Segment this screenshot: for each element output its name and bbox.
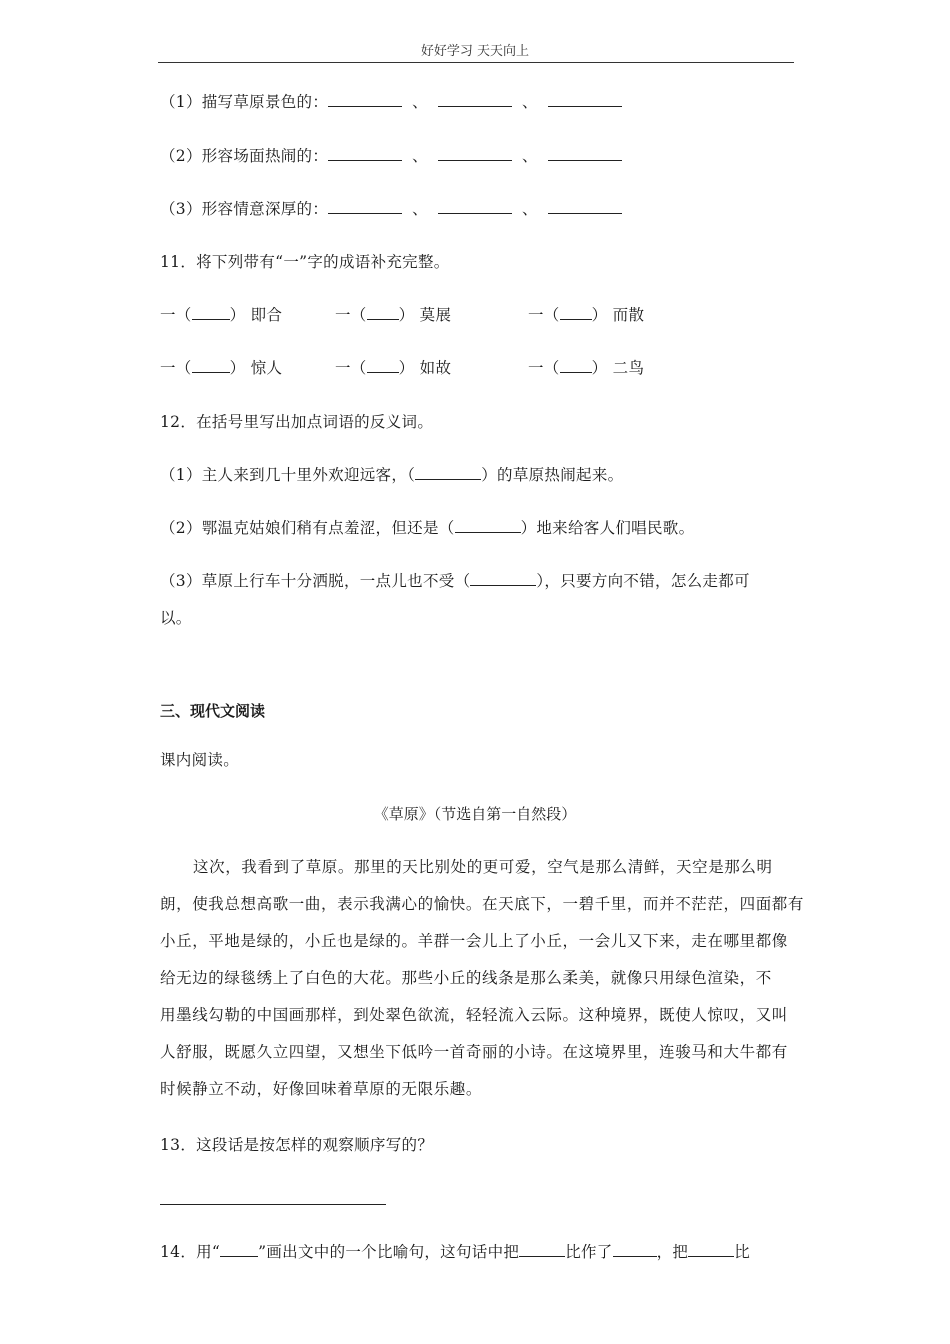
- passage-title: 《草原》（节选自第一自然段）: [373, 805, 577, 823]
- sentence-text: （1）主人来到几十里外欢迎远客，（: [160, 466, 416, 484]
- passage-line-7: 时候静立不动，好像回味着草原的无限乐趣。: [160, 1080, 483, 1098]
- q10-item-3: [160, 197, 622, 219]
- section-heading: 三、现代文阅读: [160, 702, 266, 720]
- idiom-4: [160, 356, 282, 378]
- passage-line-2: 朗，使我总想高歌一曲，表示我满心的愉快。在天底下，一碧千里，而并不茫茫，四面都有: [160, 895, 805, 913]
- answer-blank[interactable]: [220, 1242, 258, 1257]
- sentence-text: （3）草原上行车十分洒脱，一点儿也不受（: [160, 572, 471, 590]
- passage-line-3: 小丘，平地是绿的，小丘也是绿的。羊群一会儿上了小丘，一会儿又下来，走在哪里都像: [160, 932, 788, 950]
- answer-blank[interactable]: [548, 199, 622, 214]
- answer-blank[interactable]: [415, 465, 481, 480]
- q12-sentence-3-cont: 以。: [160, 609, 192, 627]
- separator: 、: [412, 93, 428, 111]
- idiom-rest: 莫展: [419, 306, 452, 324]
- separator: 、: [521, 200, 538, 218]
- q14-text: 14．用“: [160, 1243, 221, 1261]
- idiom-rest: 即合: [250, 306, 283, 324]
- sentence-text: ），只要方向不错，怎么走都可: [536, 572, 750, 590]
- idiom-rest: 惊人: [250, 359, 283, 377]
- answer-blank[interactable]: [548, 92, 622, 107]
- idiom-close: ）: [229, 359, 246, 377]
- separator: 、: [412, 200, 428, 218]
- separator: 、: [521, 147, 538, 165]
- idiom-lead: 一（: [528, 306, 560, 324]
- q13-prompt: 13．这段话是按怎样的观察顺序写的？: [160, 1136, 434, 1154]
- reading-intro: 课内阅读。: [160, 751, 240, 769]
- answer-blank[interactable]: [613, 1242, 657, 1257]
- idiom-lead: 一（: [335, 359, 367, 377]
- answer-blank[interactable]: [560, 305, 592, 320]
- answer-blank[interactable]: [192, 305, 230, 320]
- answer-blank[interactable]: [328, 199, 402, 214]
- answer-blank[interactable]: [328, 92, 402, 107]
- q10-item-2-label: （2）形容场面热闹的：: [160, 147, 329, 165]
- q10-item-2: [160, 144, 622, 166]
- idiom-close: ）: [591, 359, 608, 377]
- idiom-close: ）: [591, 306, 608, 324]
- page-header: 好好学习 天天向上: [420, 44, 530, 59]
- separator: 、: [521, 93, 538, 111]
- q14-text: 比作了: [565, 1243, 613, 1261]
- answer-blank[interactable]: [438, 199, 512, 214]
- answer-blank[interactable]: [560, 358, 592, 373]
- q11-prompt: 11．将下列带有“一”字的成语补充完整。: [160, 253, 450, 271]
- q14-text: 比: [734, 1243, 751, 1261]
- idiom-lead: 一（: [160, 359, 192, 377]
- header-rule: [158, 62, 794, 63]
- answer-blank[interactable]: [548, 146, 622, 161]
- answer-blank[interactable]: [688, 1242, 734, 1257]
- separator: 、: [412, 147, 428, 165]
- sentence-text: ）的草原热闹起来。: [481, 466, 624, 484]
- q13-answer-line[interactable]: [160, 1204, 386, 1205]
- idiom-lead: 一（: [528, 359, 560, 377]
- q12-sentence-3: [160, 569, 750, 591]
- answer-blank[interactable]: [367, 305, 399, 320]
- q14-prompt: [160, 1240, 750, 1262]
- idiom-lead: 一（: [335, 306, 367, 324]
- answer-blank[interactable]: [192, 358, 230, 373]
- idiom-6: [528, 356, 644, 378]
- idiom-rest: 二鸟: [612, 359, 645, 377]
- answer-blank[interactable]: [455, 518, 521, 533]
- sentence-text: ）地来给客人们唱民歌。: [520, 519, 695, 537]
- q12-sentence-1: [160, 463, 623, 485]
- answer-blank[interactable]: [470, 571, 536, 586]
- idiom-close: ）: [229, 306, 246, 324]
- answer-blank[interactable]: [367, 358, 399, 373]
- q14-text: ，把: [656, 1243, 689, 1261]
- idiom-1: [160, 303, 282, 325]
- idiom-close: ）: [398, 359, 415, 377]
- idiom-2: [335, 303, 451, 325]
- answer-blank[interactable]: [438, 92, 512, 107]
- answer-blank[interactable]: [328, 146, 402, 161]
- q10-item-1: [160, 90, 622, 112]
- answer-blank[interactable]: [519, 1242, 565, 1257]
- passage-line-6: 人舒服，既愿久立四望，又想坐下低吟一首奇丽的小诗。在这境界里，连骏马和大牛都有: [160, 1043, 788, 1061]
- q12-sentence-2: [160, 516, 694, 538]
- idiom-lead: 一（: [160, 306, 192, 324]
- answer-blank[interactable]: [438, 146, 512, 161]
- sentence-text: （2）鄂温克姑娘们稍有点羞涩，但还是（: [160, 519, 455, 537]
- passage-line-4: 给无边的绿毯绣上了白色的大花。那些小丘的线条是那么柔美，就像只用绿色渲染，不: [160, 969, 772, 987]
- q12-prompt: 12．在括号里写出加点词语的反义词。: [160, 413, 434, 431]
- q14-text: ”画出文中的一个比喻句，这句话中把: [258, 1243, 520, 1261]
- passage-line-1: 这次，我看到了草原。那里的天比别处的更可爱，空气是那么清鲜，天空是那么明: [193, 858, 773, 876]
- idiom-close: ）: [398, 306, 415, 324]
- idiom-3: [528, 303, 644, 325]
- idiom-5: [335, 356, 451, 378]
- idiom-rest: 如故: [419, 359, 452, 377]
- q10-item-1-label: （1）描写草原景色的：: [160, 93, 329, 111]
- idiom-rest: 而散: [612, 306, 645, 324]
- passage-line-5: 用墨线勾勒的中国画那样，到处翠色欲流，轻轻流入云际。这种境界，既使人惊叹，又叫: [160, 1006, 788, 1024]
- q10-item-3-label: （3）形容情意深厚的：: [160, 200, 329, 218]
